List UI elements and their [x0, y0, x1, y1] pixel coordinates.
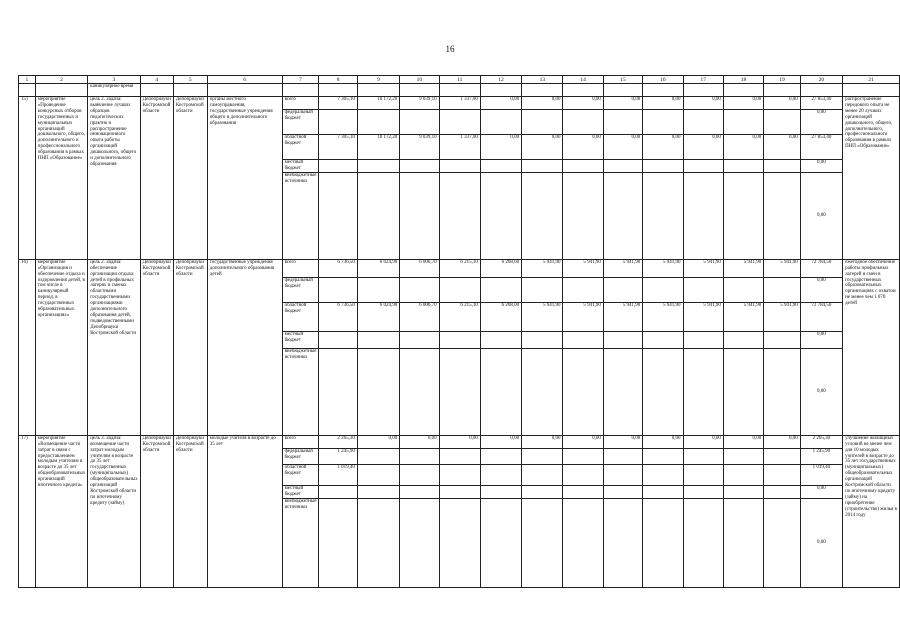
year-amount: [683, 485, 723, 498]
year-amount: 9 039,10: [400, 135, 439, 160]
year-amount: [683, 464, 723, 485]
year-amount: 0,00: [603, 135, 642, 160]
column-number: 13: [522, 76, 563, 84]
year-amount: [439, 331, 480, 348]
year-amount: 10 172,20: [357, 135, 399, 160]
total-amount: 0,00: [800, 277, 842, 302]
year-amount: [683, 448, 723, 464]
year-amount: [480, 498, 521, 587]
year-amount: [357, 348, 399, 435]
year-amount: [603, 160, 642, 173]
year-amount: [764, 110, 800, 135]
funding-source-label: федеральный бюджет: [282, 110, 319, 135]
year-amount: 2 265,30: [319, 435, 357, 448]
funding-source-label: областной бюджет: [282, 135, 319, 160]
year-amount: [563, 485, 603, 498]
year-amount: [522, 464, 563, 485]
measure-goal: цель 2. Задача: обеспечение организации отдыха детей в профильных лагерях и сменах областными государственными организациями дополнительного образования детей, подведомственными Депобрнауки Костромской области: [88, 259, 140, 435]
year-amount: [603, 448, 642, 464]
year-amount: [480, 172, 521, 259]
year-amount: [400, 172, 439, 259]
column-number: 5: [173, 76, 207, 84]
year-amount: [400, 110, 439, 135]
year-amount: 7 305,10: [319, 97, 357, 110]
year-amount: 0,00: [683, 435, 723, 448]
year-amount: [723, 331, 763, 348]
year-amount: 0,00: [439, 435, 480, 448]
year-amount: [643, 331, 683, 348]
year-amount: [400, 160, 439, 173]
year-amount: 7 305,10: [319, 135, 357, 160]
table-cell: [173, 84, 207, 97]
table-cell: [563, 84, 603, 97]
table-cell: [764, 84, 800, 97]
co-executor: Депобрнауки Костромской области: [173, 259, 207, 435]
year-amount: [723, 485, 763, 498]
year-amount: [723, 448, 763, 464]
year-amount: [439, 485, 480, 498]
funding-source-label: федеральный бюджет: [282, 448, 319, 464]
year-amount: 5 941,90: [723, 259, 763, 277]
year-amount: [357, 172, 399, 259]
year-amount: 0,00: [480, 135, 521, 160]
year-amount: 5 941,90: [683, 302, 723, 331]
year-amount: [563, 464, 603, 485]
measure-name: мероприятие «Организация и обеспечение отдыха и оздоровления детей, в том числе в каникулярный период, в государственных образовательных организациях»: [35, 259, 87, 435]
year-amount: 0,00: [764, 97, 800, 110]
measure-goal: цель 3. Задача: возмещение части затрат молодым учителям в возрасте до 35 лет государственных (муниципальных) общеобразовательных организаций Костромской области по ипотечному кредиту (займу): [88, 435, 140, 587]
executor: Депобрнауки Костромской области: [140, 259, 173, 435]
funding-source-label: всего: [282, 259, 319, 277]
column-number: 1: [19, 76, 36, 84]
column-number: 17: [683, 76, 723, 84]
column-number: 2: [35, 76, 87, 84]
year-amount: [480, 348, 521, 435]
funding-source-label: внебюджетные источники: [282, 498, 319, 587]
participants: органы местного самоуправления, государственные учреждения общего и дополнительного образования: [207, 97, 282, 260]
year-amount: [522, 110, 563, 135]
column-number: 18: [723, 76, 763, 84]
year-amount: [439, 498, 480, 587]
year-amount: [643, 485, 683, 498]
year-amount: 6 024,90: [357, 259, 399, 277]
table-row: [19, 259, 900, 277]
column-number: 10: [400, 76, 439, 84]
measure-name: мероприятие «Проведение конкурсных отборов государственных и муниципальных организаций дошкольного, общего, дополнительного и профессионального образования в рамках ПНП «Образование»: [35, 97, 87, 260]
year-amount: 0,00: [522, 135, 563, 160]
co-executor: Депобрнауки Костромской области: [173, 435, 207, 587]
carry-over-text: каникулярное время: [88, 84, 140, 97]
year-amount: [522, 277, 563, 302]
year-amount: 0,00: [563, 435, 603, 448]
year-amount: [723, 464, 763, 485]
year-amount: 5 941,90: [643, 259, 683, 277]
year-amount: [319, 277, 357, 302]
year-amount: [643, 160, 683, 173]
year-amount: [563, 331, 603, 348]
year-amount: 0,00: [563, 97, 603, 110]
total-amount: 0,00: [800, 172, 842, 259]
year-amount: [319, 331, 357, 348]
participants: молодые учителя в возрасте до 35 лет: [207, 435, 282, 587]
total-amount: 1 245,90: [800, 448, 842, 464]
program-table: [18, 75, 900, 588]
table-cell: [643, 84, 683, 97]
year-amount: [643, 172, 683, 259]
year-amount: [764, 485, 800, 498]
year-amount: [563, 498, 603, 587]
year-amount: 0,00: [480, 97, 521, 110]
year-amount: [723, 498, 763, 587]
year-amount: 0,00: [723, 435, 763, 448]
table-cell: [480, 84, 521, 97]
table-cell: [319, 84, 357, 97]
year-amount: [439, 160, 480, 173]
year-amount: 0,00: [357, 435, 399, 448]
year-amount: 6 208,00: [480, 302, 521, 331]
total-amount: 72 784,50: [800, 259, 842, 277]
funding-source-label: областной бюджет: [282, 464, 319, 485]
year-amount: [603, 348, 642, 435]
year-amount: 0,00: [603, 435, 642, 448]
year-amount: [764, 348, 800, 435]
year-amount: [439, 348, 480, 435]
year-amount: [563, 160, 603, 173]
year-amount: [683, 277, 723, 302]
year-amount: [480, 277, 521, 302]
year-amount: 5 941,90: [603, 302, 642, 331]
carry-over-row: [19, 84, 900, 97]
year-amount: 0,00: [764, 435, 800, 448]
year-amount: [603, 485, 642, 498]
year-amount: [723, 172, 763, 259]
year-amount: 6 006,70: [400, 259, 439, 277]
row-number: 17): [19, 435, 36, 587]
year-amount: [400, 498, 439, 587]
year-amount: 6 215,10: [439, 259, 480, 277]
year-amount: [522, 485, 563, 498]
year-amount: 6 024,90: [357, 302, 399, 331]
table-cell: [357, 84, 399, 97]
column-number: 16: [643, 76, 683, 84]
table-cell: [800, 84, 842, 97]
year-amount: [439, 110, 480, 135]
total-amount: 0,00: [800, 331, 842, 348]
year-amount: 5 941,90: [603, 259, 642, 277]
year-amount: [357, 277, 399, 302]
year-amount: 5 941,90: [764, 259, 800, 277]
table-cell: [683, 84, 723, 97]
column-number: 14: [563, 76, 603, 84]
year-amount: [439, 464, 480, 485]
year-amount: [319, 485, 357, 498]
year-amount: [522, 331, 563, 348]
year-amount: 6 006,70: [400, 302, 439, 331]
year-amount: [357, 464, 399, 485]
year-amount: 0,00: [643, 97, 683, 110]
year-amount: [603, 277, 642, 302]
year-amount: [522, 160, 563, 173]
year-amount: 6 208,00: [480, 259, 521, 277]
year-amount: [480, 464, 521, 485]
year-amount: [522, 172, 563, 259]
table-cell: [282, 84, 319, 97]
table-cell: [35, 84, 87, 97]
funding-source-label: местный бюджет: [282, 331, 319, 348]
year-amount: 5 941,90: [522, 259, 563, 277]
year-amount: [723, 348, 763, 435]
year-amount: [603, 172, 642, 259]
year-amount: [764, 277, 800, 302]
column-number: 7: [282, 76, 319, 84]
total-amount: 0,00: [800, 498, 842, 587]
table-cell: [207, 84, 282, 97]
total-amount: 27 853,40: [800, 135, 842, 160]
column-number: 6: [207, 76, 282, 84]
table-cell: [140, 84, 173, 97]
executor: Депобрнауки Костромской области: [140, 97, 173, 260]
year-amount: [764, 448, 800, 464]
year-amount: [643, 464, 683, 485]
expected-result: распространение передового опыта не менее 20 лучших организаций дошкольного, общего, дополнительного, профессионального образования в рамках ПНП «Образование»: [843, 97, 900, 260]
year-amount: [683, 172, 723, 259]
measure-name: мероприятие «Возмещение части затрат в связи с предоставлением молодым учителям в возрасте до 35 лет общеобразовательных организаций ипотечного кредита»: [35, 435, 87, 587]
year-amount: 5 941,90: [764, 302, 800, 331]
year-amount: 0,00: [563, 135, 603, 160]
funding-source-label: местный бюджет: [282, 160, 319, 173]
year-amount: [357, 485, 399, 498]
year-amount: [764, 498, 800, 587]
year-amount: 10 172,20: [357, 97, 399, 110]
year-amount: 5 941,90: [563, 302, 603, 331]
expected-result: улучшение жилищных условий не менее чем для 10 молодых учителей в возрасте до 35 лет государственных (муниципальных) общеобразовательных организаций Костромской области по ипотечному кредиту (займу) на приобретение (строительство) жилья в 2014 году: [843, 435, 900, 587]
table-cell: [439, 84, 480, 97]
year-amount: [563, 448, 603, 464]
funding-source-label: внебюджетные источники: [282, 172, 319, 259]
table-cell: [843, 84, 900, 97]
table-cell: [603, 84, 642, 97]
year-amount: [643, 348, 683, 435]
total-amount: 0,00: [800, 485, 842, 498]
column-number: 4: [140, 76, 173, 84]
year-amount: [683, 348, 723, 435]
year-amount: 6 736,50: [319, 302, 357, 331]
column-number: 8: [319, 76, 357, 84]
total-amount: 72 784,50: [800, 302, 842, 331]
co-executor: Депобрнауки Костромской области: [173, 97, 207, 260]
year-amount: [764, 464, 800, 485]
year-amount: [764, 331, 800, 348]
year-amount: 1 245,90: [319, 448, 357, 464]
total-amount: 0,00: [800, 110, 842, 135]
funding-source-label: областной бюджет: [282, 302, 319, 331]
year-amount: 1 019,40: [319, 464, 357, 485]
year-amount: [683, 110, 723, 135]
column-number: 12: [480, 76, 521, 84]
year-amount: [319, 348, 357, 435]
year-amount: [400, 485, 439, 498]
total-amount: 0,00: [800, 348, 842, 435]
column-number: 20: [800, 76, 842, 84]
column-number: 3: [88, 76, 140, 84]
year-amount: [319, 160, 357, 173]
year-amount: 0,00: [522, 97, 563, 110]
year-amount: 0,00: [400, 435, 439, 448]
year-amount: [439, 172, 480, 259]
year-amount: [643, 110, 683, 135]
year-amount: [563, 348, 603, 435]
year-amount: [603, 464, 642, 485]
year-amount: [319, 172, 357, 259]
column-number: 15: [603, 76, 642, 84]
year-amount: 1 337,00: [439, 135, 480, 160]
year-amount: 0,00: [643, 135, 683, 160]
year-amount: [400, 331, 439, 348]
table-cell: [400, 84, 439, 97]
year-amount: 5 941,90: [683, 259, 723, 277]
funding-source-label: всего: [282, 97, 319, 110]
year-amount: [723, 160, 763, 173]
year-amount: [439, 277, 480, 302]
year-amount: [683, 331, 723, 348]
year-amount: 5 941,90: [643, 302, 683, 331]
year-amount: [723, 277, 763, 302]
column-number-row: [19, 76, 900, 84]
year-amount: [603, 498, 642, 587]
year-amount: 0,00: [480, 435, 521, 448]
page-number: 16: [445, 44, 455, 54]
year-amount: [480, 160, 521, 173]
funding-source-label: местный бюджет: [282, 485, 319, 498]
year-amount: [563, 110, 603, 135]
year-amount: [522, 498, 563, 587]
table-row: [19, 97, 900, 110]
year-amount: [357, 160, 399, 173]
total-amount: 2 265,30: [800, 435, 842, 448]
participants: государственные учреждения дополнительного образования детей: [207, 259, 282, 435]
year-amount: [522, 448, 563, 464]
expected-result: ежегодное обеспечение работы профильных лагерей и смен в государственных образовательных организациях с охватом не менее чем 1 070 детей: [843, 259, 900, 435]
year-amount: [319, 498, 357, 587]
table-cell: [522, 84, 563, 97]
year-amount: 0,00: [723, 97, 763, 110]
year-amount: [643, 277, 683, 302]
year-amount: 0,00: [683, 135, 723, 160]
year-amount: 0,00: [522, 435, 563, 448]
total-amount: 0,00: [800, 160, 842, 173]
year-amount: [400, 448, 439, 464]
funding-source-label: всего: [282, 435, 319, 448]
row-number: 16): [19, 259, 36, 435]
column-number: 9: [357, 76, 399, 84]
year-amount: 5 941,90: [563, 259, 603, 277]
year-amount: 6 736,50: [319, 259, 357, 277]
year-amount: [683, 160, 723, 173]
year-amount: [480, 331, 521, 348]
table-cell: [723, 84, 763, 97]
year-amount: [643, 448, 683, 464]
year-amount: 5 941,90: [723, 302, 763, 331]
year-amount: 0,00: [723, 135, 763, 160]
funding-source-label: внебюджетные источники: [282, 348, 319, 435]
year-amount: 0,00: [643, 435, 683, 448]
year-amount: [563, 277, 603, 302]
year-amount: [357, 331, 399, 348]
year-amount: 9 039,10: [400, 97, 439, 110]
table-row: [19, 435, 900, 448]
year-amount: 5 941,90: [522, 302, 563, 331]
funding-source-label: федеральный бюджет: [282, 277, 319, 302]
year-amount: [683, 498, 723, 587]
year-amount: [319, 110, 357, 135]
measure-goal: цель 2. Задача: выявление лучших образцов педагогических практик и распространение инновационного опыта работы организаций дошкольного, общего и дополнительного образования: [88, 97, 140, 260]
year-amount: 6 215,10: [439, 302, 480, 331]
year-amount: [563, 172, 603, 259]
year-amount: [357, 448, 399, 464]
year-amount: [400, 277, 439, 302]
year-amount: 0,00: [683, 97, 723, 110]
year-amount: [603, 331, 642, 348]
year-amount: [522, 348, 563, 435]
year-amount: [480, 448, 521, 464]
year-amount: 0,00: [603, 97, 642, 110]
total-amount: 1 019,40: [800, 464, 842, 485]
year-amount: [480, 485, 521, 498]
year-amount: [480, 110, 521, 135]
year-amount: 0,00: [764, 135, 800, 160]
executor: Депобрнауки Костромской области: [140, 435, 173, 587]
column-number: 19: [764, 76, 800, 84]
column-number: 11: [439, 76, 480, 84]
row-number: 15): [19, 97, 36, 260]
year-amount: [764, 160, 800, 173]
year-amount: [439, 448, 480, 464]
year-amount: [603, 110, 642, 135]
year-amount: [357, 498, 399, 587]
column-number: 21: [843, 76, 900, 84]
year-amount: [764, 172, 800, 259]
year-amount: [400, 348, 439, 435]
year-amount: [643, 498, 683, 587]
total-amount: 27 853,40: [800, 97, 842, 110]
year-amount: 1 337,00: [439, 97, 480, 110]
year-amount: [357, 110, 399, 135]
year-amount: [723, 110, 763, 135]
table-cell: [19, 84, 36, 97]
year-amount: [400, 464, 439, 485]
